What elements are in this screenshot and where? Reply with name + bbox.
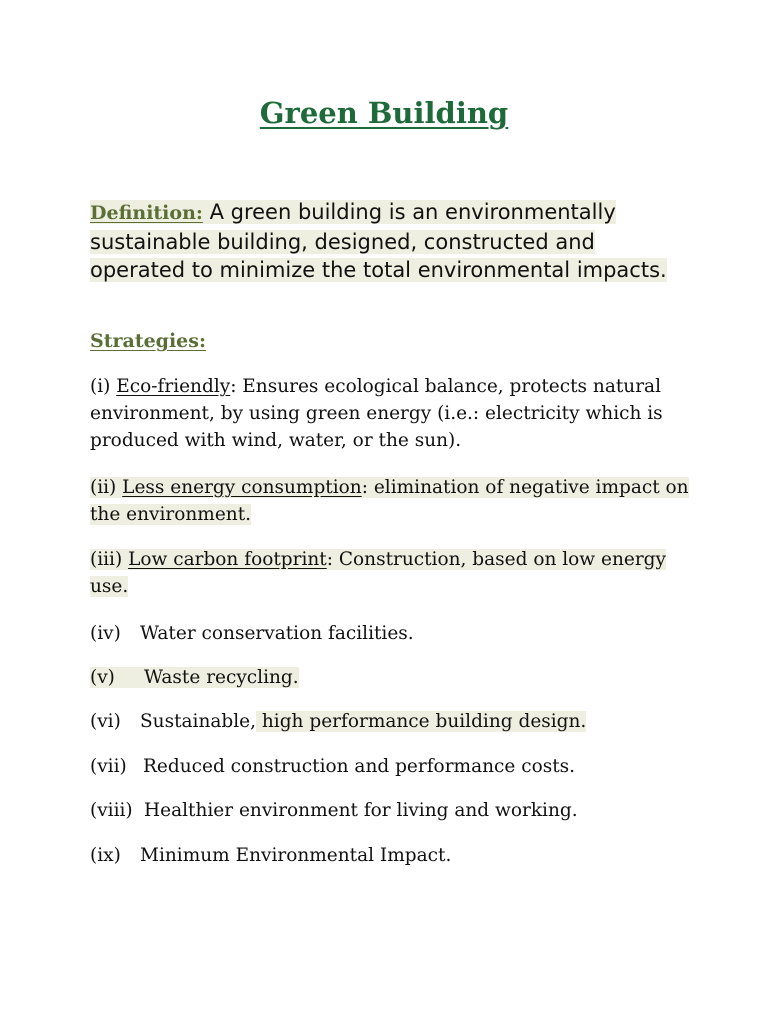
strategy-item-3	[90, 546, 690, 600]
strategy-text: Water conservation facilities.	[140, 623, 414, 644]
strategy-highlight	[90, 667, 299, 688]
strategy-item-8	[90, 797, 690, 824]
strategy-highlight: high performance building design.	[256, 711, 587, 732]
strategy-number: (iv)	[90, 623, 121, 644]
strategy-number: (v)	[90, 667, 115, 688]
strategy-item-1	[90, 373, 690, 454]
strategy-text: Reduced construction and performance costs.	[143, 756, 576, 777]
definition-label: Definition:	[90, 202, 203, 224]
definition-highlight	[90, 200, 667, 282]
strategy-number: (ix)	[90, 845, 121, 866]
strategy-highlight	[90, 477, 689, 525]
strategy-text: Sustainable,	[140, 711, 256, 732]
strategy-number: (vi)	[90, 711, 121, 732]
strategy-highlight	[90, 549, 666, 597]
strategy-item-6	[90, 708, 690, 735]
strategy-number: (iii)	[90, 549, 123, 570]
strategy-number: (vii)	[90, 756, 127, 777]
strategy-item-9	[90, 842, 690, 869]
strategy-text: Waste recycling.	[144, 667, 299, 688]
strategy-text: : Construction, based on low energy use.	[90, 549, 666, 597]
strategy-number: (viii)	[90, 800, 133, 821]
strategy-item-2	[90, 474, 690, 528]
strategy-term: Low carbon footprint	[128, 549, 327, 570]
strategy-text: Healthier environment for living and working.	[144, 800, 578, 821]
strategy-term: Eco-friendly	[116, 376, 231, 397]
strategy-item-7	[90, 753, 690, 780]
strategies-heading: Strategies:	[90, 330, 206, 352]
strategy-text: Minimum Environmental Impact.	[140, 845, 452, 866]
page-title: Green Building	[259, 96, 509, 130]
strategy-item-5	[90, 664, 690, 691]
strategy-item-4	[90, 620, 690, 647]
strategy-text: : Ensures ecological balance, protects natural environment, by using green energy (i.e.: electricity which is produced with wind, water, or the sun).	[90, 376, 663, 451]
strategy-text: : elimination of negative impact on the environment.	[90, 477, 689, 525]
strategy-number: (ii)	[90, 477, 117, 498]
strategy-number: (i)	[90, 376, 111, 397]
definition-paragraph	[90, 198, 670, 285]
definition-text: A green building is an environmentally sustainable building, designed, constructed and operated to minimize the total environmental impacts.	[90, 200, 667, 282]
strategy-term: Less energy consumption	[122, 477, 362, 498]
